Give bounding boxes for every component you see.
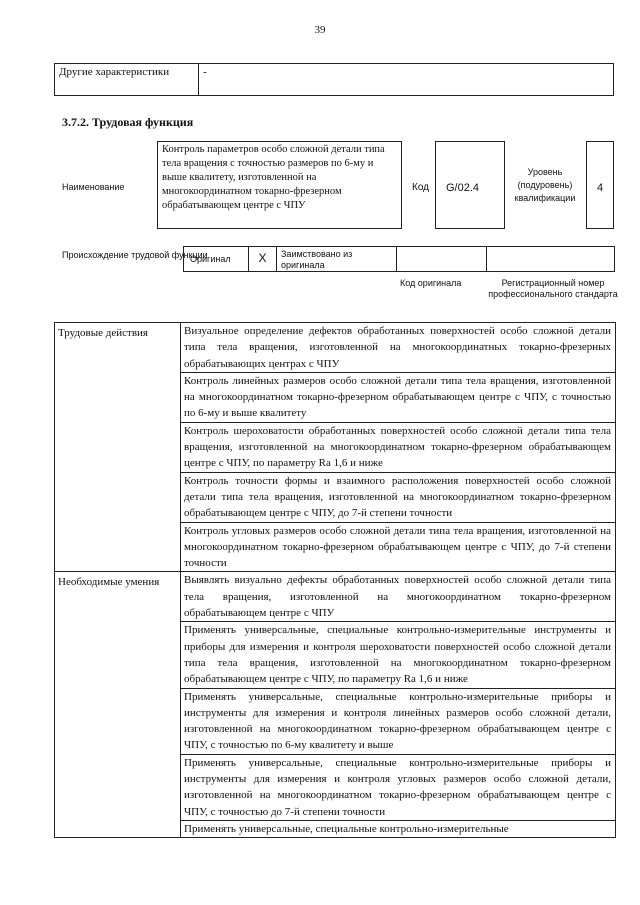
borrowed-label: Заимствовано из оригинала: [277, 247, 397, 271]
original-mark: X: [249, 247, 277, 271]
original-code-caption: Код оригинала: [400, 278, 462, 288]
original-label: Оригинал: [184, 247, 249, 271]
table-cell: Применять универсальные, специальные контрольно-измерительные: [181, 820, 616, 837]
labor-function-table: [54, 322, 616, 838]
table-cell: Визуальное определение дефектов обработанных поверхностей особо сложной детали типа тела вращения, изготовленной на многокоординатных токарно-фрезерных обрабатывающих центрах с ЧПУ: [181, 323, 616, 373]
group-title-required-skills: Необходимые умения: [55, 572, 181, 838]
code-label: Код: [412, 182, 430, 193]
level-label: Уровень (подуровень) квалификации: [514, 167, 576, 203]
origin-row: [183, 246, 615, 272]
table-row: [55, 572, 616, 622]
origin-label: Происхождение трудовой функции: [62, 250, 208, 260]
level-value: 4: [586, 141, 614, 229]
other-characteristics-row: [55, 64, 614, 96]
registration-number-caption: Регистрационный номер профессионального стандарта: [488, 278, 618, 299]
original-code-cell: [397, 247, 487, 271]
other-characteristics-label: Другие характеристики: [55, 64, 199, 96]
name-label: Наименование: [62, 182, 125, 192]
table-cell: Применять универсальные, специальные контрольно-измерительные приборы и инструменты для измерения и контроля угловых размеров особо сложной детали, изготовленной на многокоординатном токарно-фрезерном обрабатывающем центре с ЧПУ, с точностью до 7-й степени точности: [181, 754, 616, 820]
other-characteristics-value: -: [199, 64, 614, 96]
other-characteristics-table: [54, 63, 614, 96]
table-cell: Контроль угловых размеров особо сложной детали типа тела вращения, изготовленной на многокоординатном токарно-фрезерном обрабатывающем центре с ЧПУ, до 7-й степени точности: [181, 522, 616, 572]
table-cell: Выявлять визуально дефекты обработанных поверхностей особо сложной детали типа тела вращения, изготовленной на многокоординатном токарно-фрезерном обрабатывающем центре с ЧПУ: [181, 572, 616, 622]
table-cell: Применять универсальные, специальные контрольно-измерительные инструменты и приборы для измерения и контроля шероховатости поверхностей особо сложной детали типа тела вращения, изготовленной на многокоординатном токарно-фрезерном обрабатывающем центре с ЧПУ, по параметру Ra 1,6 и ниже: [181, 622, 616, 688]
section-heading: 3.7.2. Трудовая функция: [62, 115, 194, 129]
table-cell: Применять универсальные, специальные контрольно-измерительные приборы и инструменты для измерения и контроля линейных размеров особо сложной детали, изготовленной на многокоординатном токарно-фрезерном обрабатывающем центре с ЧПУ, с точностью по 6-му квалитету и выше: [181, 688, 616, 754]
page-number: 39: [314, 24, 326, 36]
table-cell: Контроль шероховатости обработанных поверхностей особо сложной детали типа тела вращения, изготовленной на многокоординатном токарно-фрезерном обрабатывающем центре с ЧПУ, по параметру Ra 1,6 и ниже: [181, 422, 616, 472]
table-cell: Контроль линейных размеров особо сложной детали типа тела вращения, изготовленной на многокоординатном токарно-фрезерном обрабатывающем центре с ЧПУ, с точностью по 6-му и выше квалитету: [181, 372, 616, 422]
group-title-labor-actions: Трудовые действия: [55, 323, 181, 572]
function-name: Контроль параметров особо сложной детали типа тела вращения с точностью размеров по 6-му и выше квалитету, изготовленной на многокоординатном токарно-фрезерном обрабатывающем центре с ЧПУ: [157, 141, 402, 229]
table-row: [55, 323, 616, 373]
registration-number-cell: [487, 247, 614, 271]
table-cell: Контроль точности формы и взаимного расположения поверхностей особо сложной детали типа тела вращения, изготовленной на многокоординатном токарно-фрезерном обрабатывающем центре с ЧПУ, до 7-й степени точности: [181, 472, 616, 522]
code-value: G/02.4: [435, 141, 505, 229]
